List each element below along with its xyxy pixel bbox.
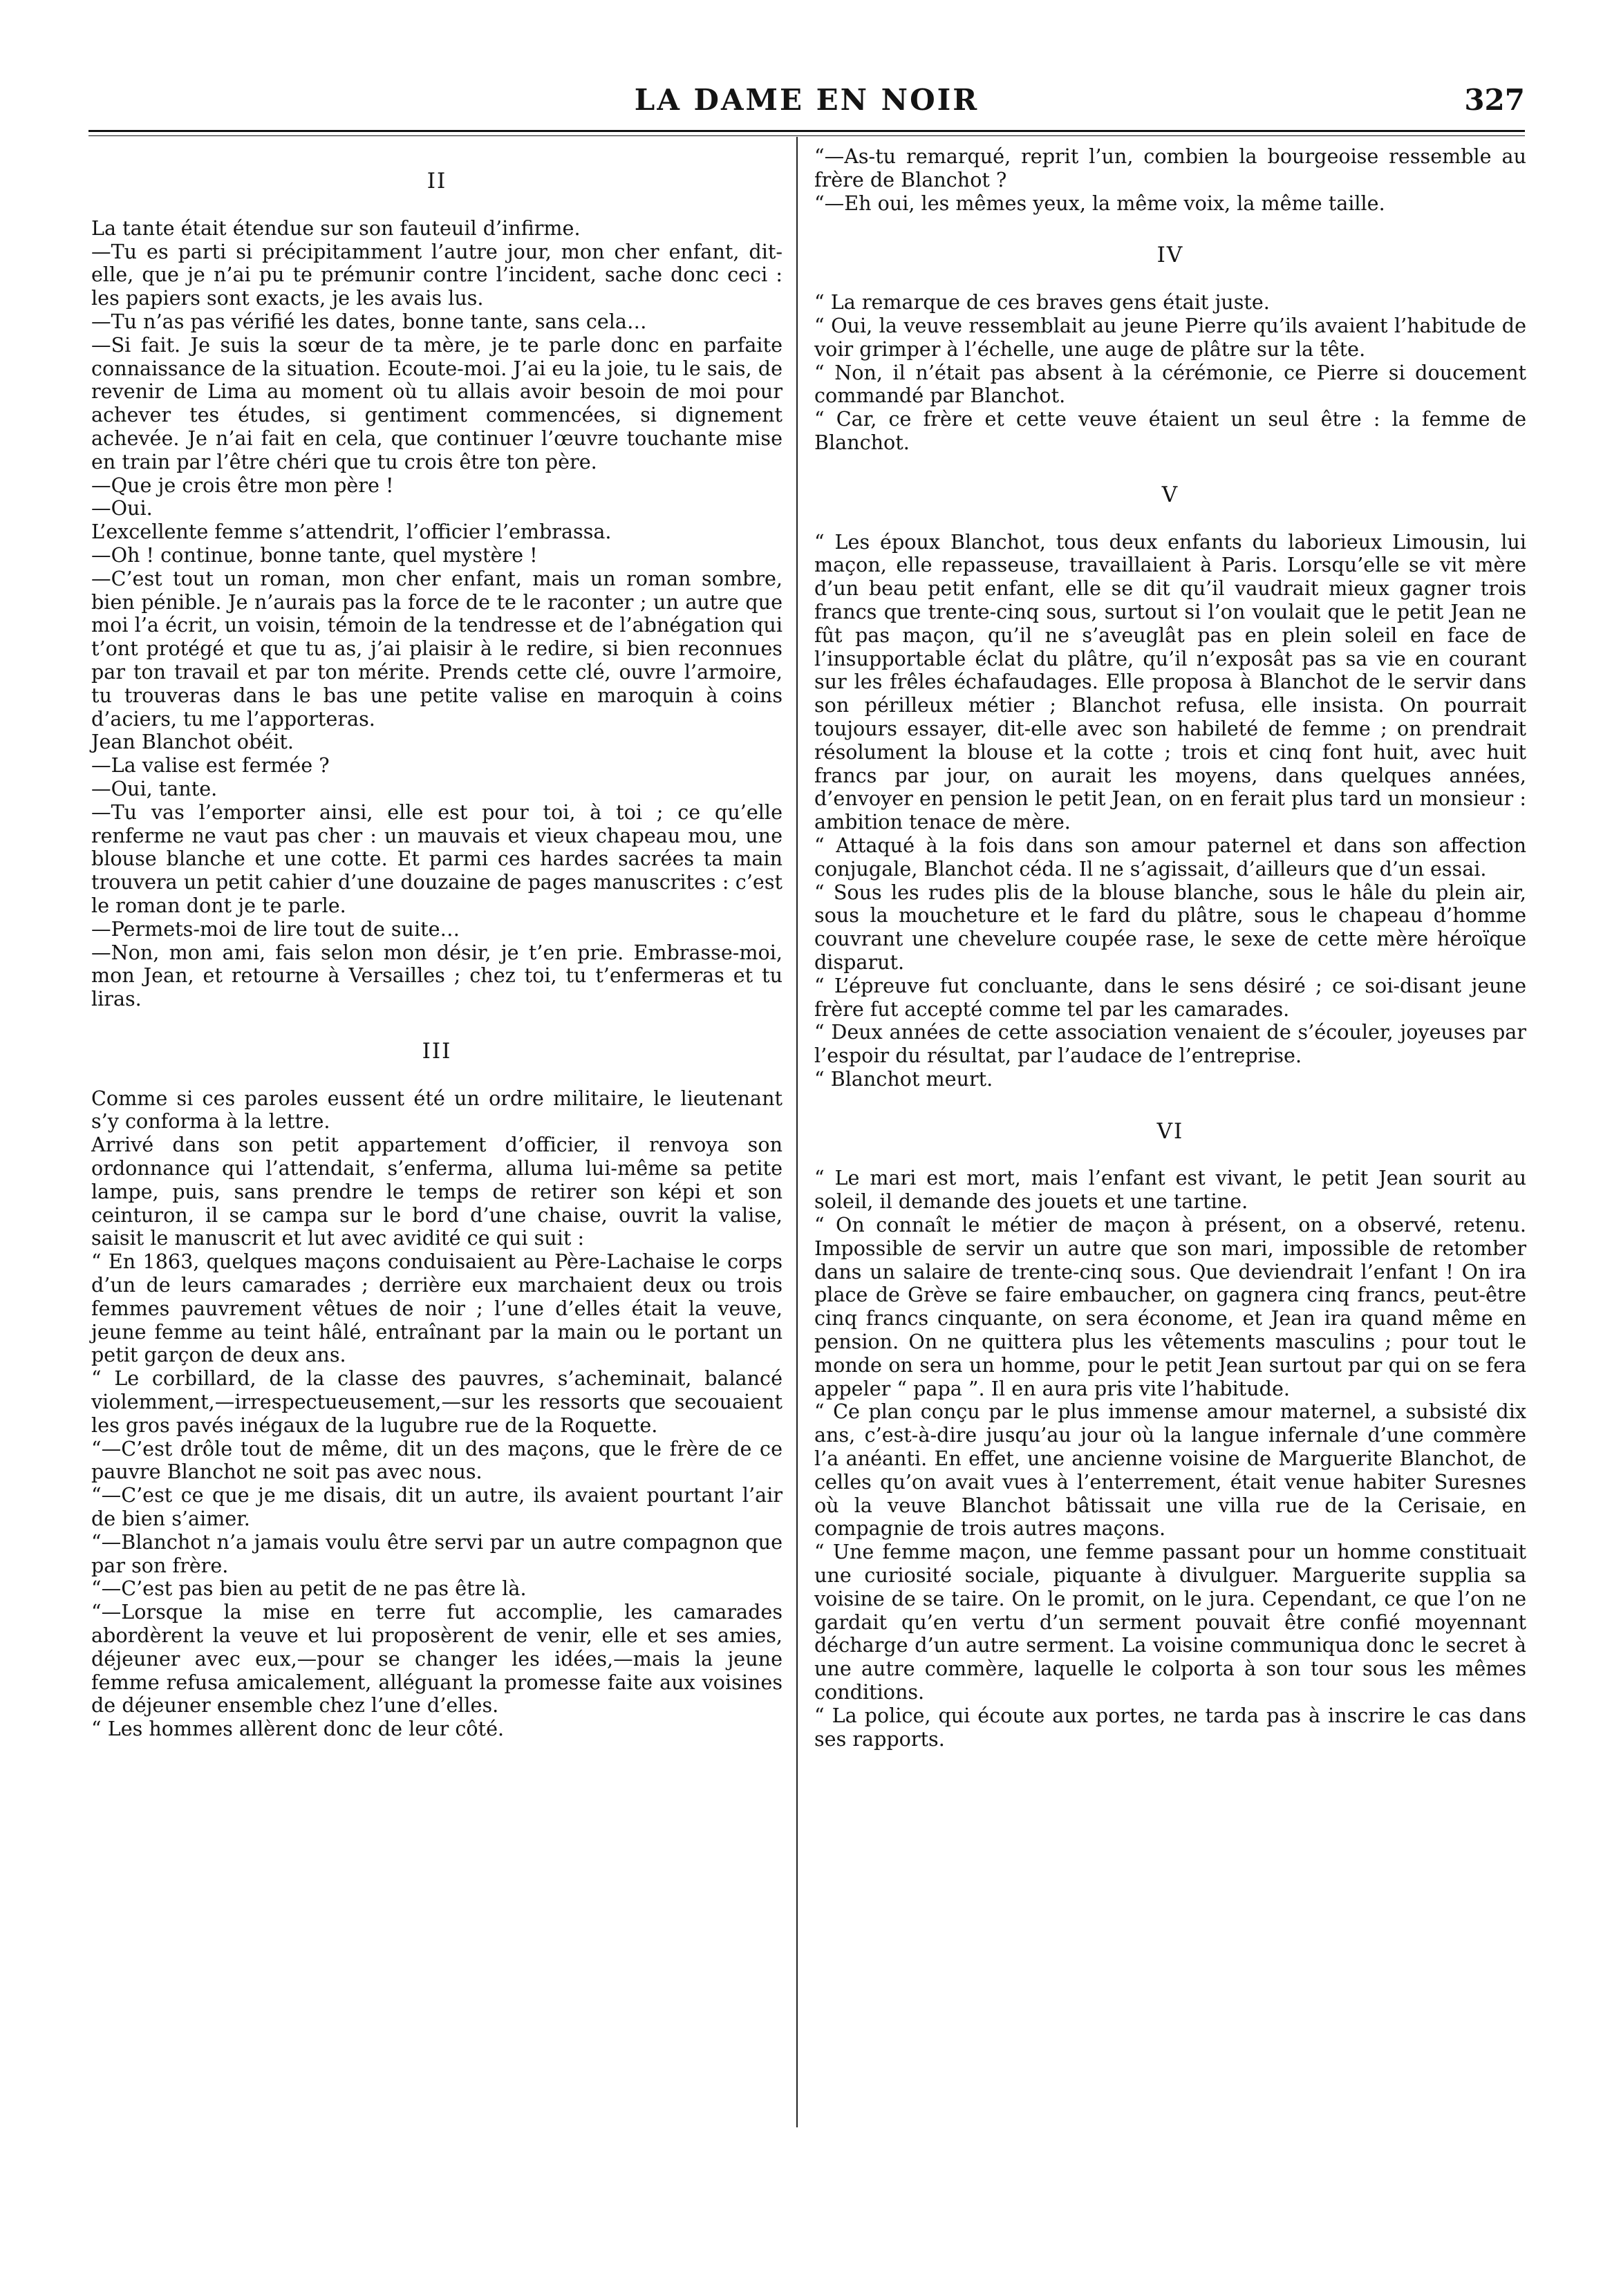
paragraph: Comme si ces paroles eussent été un ordre militaire, le lieutenant s’y conforma à la lettre. xyxy=(91,1086,782,1133)
paragraph: —Tu vas l’emporter ainsi, elle est pour toi, à toi ; ce qu’elle renferme ne vaut pas cher : un mauvais et vieux chapeau mou, une blouse blanche et une cotte. Et parmi ces hardes sacrées ta main trouvera un petit cahier d’une douzaine de pages manuscrites : c’est le roman dont je te parle. xyxy=(91,800,782,917)
section-heading-iii: III xyxy=(422,1038,452,1064)
paragraph: —C’est tout un roman, mon cher enfant, mais un roman sombre, bien pénible. Je n’aurais pas la force de te le raconter ; un autre que moi l’a écrit, un voisin, témoin de la tendresse et de l’abnégation qui t’ont protégé et que tu as, j’ai plaisir à le redire, si bien reconnues par ton travail et par ton mérite. Prends cette clé, ouvre l’armoire, tu trouveras dans le bas une petite valise en maroquin à coins d’aciers, tu me l’apporteras. xyxy=(91,566,782,731)
running-title: LA DAME EN NOIR xyxy=(634,83,980,117)
paragraph: “ Attaqué à la fois dans son amour paternel et dans son affection conjugale, Blanchot céda. Il ne s’agissait, d’ailleurs que d’un essai. xyxy=(814,833,1526,881)
paragraph: “ Car, ce frère et cette veuve étaient un seul être : la femme de Blanchot. xyxy=(814,407,1526,454)
paragraph: “—Blanchot n’a jamais voulu être servi par un autre compagnon que par son frère. xyxy=(91,1530,782,1577)
paragraph: Arrivé dans son petit appartement d’officier, il renvoya son ordonnance qui l’attendait, s’enferma, alluma lui-même sa petite lampe, puis, sans prendre le temps de retirer son képi et son ceinturon, il se campa sur le bord d’une chaise, ouvrit la valise, saisit le manuscrit et lut avec avidité ce qui suit : xyxy=(91,1133,782,1250)
paragraph: —Oui, tante. xyxy=(91,776,218,800)
section-heading-ii: II xyxy=(427,169,447,194)
page-number: 327 xyxy=(1464,83,1525,117)
paragraph: “ Le mari est mort, mais l’enfant est vivant, le petit Jean sourit au soleil, il demande des jouets et une tartine. xyxy=(814,1166,1526,1214)
paragraph: “ La police, qui écoute aux portes, ne tarda pas à inscrire le cas dans ses rapports. xyxy=(814,1703,1526,1751)
paragraph: —Oh ! continue, bonne tante, quel mystère ! xyxy=(91,543,538,567)
paragraph: “ L’épreuve fut concluante, dans le sens désiré ; ce soi-disant jeune frère fut accepté comme tel par les camarades. xyxy=(814,973,1526,1021)
section-heading-vi: VI xyxy=(1156,1118,1184,1144)
paragraph: —La valise est fermée ? xyxy=(91,753,330,778)
right-column xyxy=(814,145,1526,1751)
column-divider xyxy=(796,137,798,2127)
paragraph: “ La remarque de ces braves gens était juste. xyxy=(814,290,1270,314)
paragraph: La tante était étendue sur son fauteuil d’infirme. xyxy=(91,216,581,240)
paragraph: —Permets-moi de lire tout de suite… xyxy=(91,916,460,941)
paragraph: “ Les époux Blanchot, tous deux enfants du laborieux Limousin, lui maçon, elle repasseuse, travaillaient à Paris. Lorsqu’elle se vit mère d’un beau petit enfant, elle se dit qu’il vaudrait mieux gagner trois francs que trente-cinq sous, surtout si l’on voulait que le petit Jean ne fût pas maçon, qu’il ne s’aveuglât pas en plein soleil en face de l’insupportable éclat du plâtre, qu’il n’exposât pas sa vie en courant sur les frêles échafaudages. Elle proposa à Blanchot de le servir dans son périlleux métier ; Blanchot refusa, elle insista. On pourrait toujours essayer, dit-elle avec son habileté de femme ; on prendrait résolument la blouse et la cotte ; trois et cinq font huit, avec huit francs par jour, on aurait les moyens, dans quelques années, d’envoyer en pension le petit Jean, on en ferait plus tard un monsieur : ambition tenace de mère. xyxy=(814,529,1526,834)
paragraph: “—C’est ce que je me disais, dit un autre, ils avaient pourtant l’air de bien s’aimer. xyxy=(91,1483,782,1531)
paragraph: “ Blanchot meurt. xyxy=(814,1066,993,1091)
paragraph: “ Une femme maçon, une femme passant pour un homme constituait une curiosité sociale, piquante à divulguer. Marguerite supplia sa voisine de se taire. On le promit, on le jura. Cependant, ce que l’on ne gardait qu’en vertu d’un serment pouvait être confié moyennant décharge d’un autre serment. La voisine communiqua donc le secret à une autre commère, laquelle le colporta à son tour sous les mêmes conditions. xyxy=(814,1540,1526,1704)
header-rule-thin xyxy=(88,135,1525,136)
paragraph: —Non, mon ami, fais selon mon désir, je t’en prie. Embrasse-moi, mon Jean, et retourne à Versailles ; chez toi, tu t’enfermeras et tu liras. xyxy=(91,940,782,1011)
paragraph: “—C’est pas bien au petit de ne pas être là. xyxy=(91,1577,527,1601)
paragraph: —Tu es parti si précipitamment l’autre jour, mon cher enfant, dit-elle, que je n’ai pu te prémunir contre l’incident, sache donc ceci : les papiers sont exacts, je les avais lus. xyxy=(91,239,782,310)
left-column xyxy=(91,145,782,1741)
header-rule xyxy=(88,130,1525,132)
paragraph: “—C’est drôle tout de même, dit un des maçons, que le frère de ce pauvre Blanchot ne soit pas avec nous. xyxy=(91,1436,782,1484)
paragraph: —Tu n’as pas vérifié les dates, bonne tante, sans cela… xyxy=(91,309,647,333)
paragraph: “ Ce plan conçu par le plus immense amour maternel, a subsisté dix ans, c’est-à-dire jusqu’au jour où la langue infernale d’une commère l’a anéanti. En effet, une ancienne voisine de Marguerite Blanchot, de celles qu’on avait vues à l’enterrement, était venue habiter Suresnes où la veuve Blanchot bâtissait une villa rue de la Cerisaie, en compagnie de trois autres maçons. xyxy=(814,1400,1526,1541)
paragraph: “ Le corbillard, de la classe des pauvres, s’acheminait, balancé violemment,—irrespectueusement,—sur les ressorts que secouaient les gros pavés inégaux de la lugubre rue de la Roquette. xyxy=(91,1366,782,1437)
paragraph: “ Oui, la veuve ressemblait au jeune Pierre qu’ils avaient l’habitude de voir grimper à l’échelle, une auge de plâtre sur la tête. xyxy=(814,313,1526,361)
paragraph: —Oui. xyxy=(91,496,153,520)
page-header xyxy=(88,83,1525,131)
paragraph: “—Eh oui, les mêmes yeux, la même voix, la même taille. xyxy=(814,191,1385,215)
paragraph: “—Lorsque la mise en terre fut accomplie, les camarades abordèrent la veuve et lui proposèrent de venir, elle et ses amies, déjeuner avec eux,—pour se changer les idées,—mais la jeune femme refusa amicalement, alléguant la promesse faite aux voisines de déjeuner ensemble chez l’une d’elles. xyxy=(91,1600,782,1718)
paragraph: “ Deux années de cette association venaient de s’écouler, joyeuses par l’espoir du résultat, par l’audace de l’entreprise. xyxy=(814,1020,1526,1068)
paragraph: “—As-tu remarqué, reprit l’un, combien la bourgeoise ressemble au frère de Blanchot ? xyxy=(814,144,1526,191)
section-heading-v: V xyxy=(1161,482,1179,507)
paragraph: “ Sous les rudes plis de la blouse blanche, sous le hâle du plein air, sous la moucheture et le fard du plâtre, sous le chapeau d’homme couvrant une chevelure coupée rase, le sexe de cette mère héroïque disparut. xyxy=(814,880,1526,974)
paragraph: —Si fait. Je suis la sœur de ta mère, je te parle donc en parfaite connaissance de la situation. Ecoute-moi. J’ai eu la joie, tu le sais, de revenir de Lima au moment où tu allais avoir besoin de moi pour achever tes études, si gentiment commencées, si dignement achevée. Je n’ai fait en cela, que continuer l’œuvre touchante mise en train par l’être chéri que tu crois être ton père. xyxy=(91,332,782,473)
paragraph: —Que je crois être mon père ! xyxy=(91,473,394,497)
paragraph: “ Les hommes allèrent donc de leur côté. xyxy=(91,1717,505,1741)
paragraph: “ En 1863, quelques maçons conduisaient au Père-Lachaise le corps d’un de leurs camarades ; derrière eux marchaient deux ou trois femmes pauvrement vêtues de noir ; l’une d’elles était la veuve, jeune femme au teint hâlé, entraînant par la main ou le portant un petit garçon de deux ans. xyxy=(91,1250,782,1367)
section-heading-iv: IV xyxy=(1156,243,1184,268)
paragraph: L’excellente femme s’attendrit, l’officier l’embrassa. xyxy=(91,520,612,544)
paragraph: “ Non, il n’était pas absent à la cérémonie, ce Pierre si doucement commandé par Blanchot. xyxy=(814,360,1526,408)
paragraph: Jean Blanchot obéit. xyxy=(91,730,294,754)
paragraph: “ On connaît le métier de maçon à présent, on a observé, retenu. Impossible de servir un autre que son mari, impossible de retomber dans un salaire de trente-cinq sous. Que deviendrait l’enfant ! On ira place de Grève se faire embaucher, on gagnera cinq francs, peut-être cinq francs cinquante, on sera économe, et Jean ira quand même en pension. On ne quittera plus les vêtements masculins ; pour tout le monde on sera un homme, pour le petit Jean surtout par qui on se fera appeler “ papa ”. Il en aura pris vite l’habitude. xyxy=(814,1213,1526,1400)
